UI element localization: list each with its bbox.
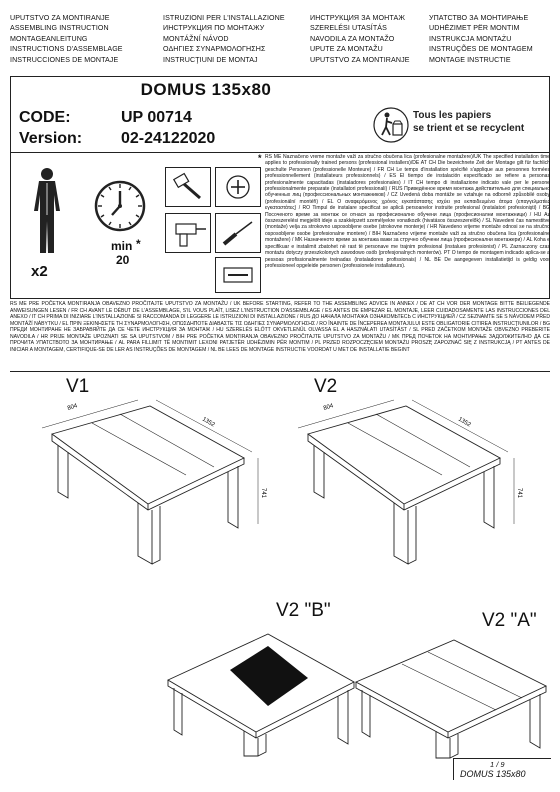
code-label: CODE: [19,109,71,126]
header-text: ΟΔΗΓΙΕΣ ΣΥΝΑΡΜΟΛΟΓΗΣΗΣ [163,45,266,54]
variant-v2a-label: V2 "A" [482,610,537,631]
table-v1-drawing [30,388,270,578]
header-text: INSTRUCTIONS D'ASSEMBLAGE [10,45,123,54]
recycle-text [413,109,524,135]
table-v2a-drawing [350,630,550,762]
header-text: INSTRUKCJA MONTAŻU [429,34,512,43]
header-text: УПАТСТВО ЗА МОНТИРАЊЕ [429,14,529,22]
header-col-1 [10,13,123,65]
dim-length: 1352 [457,416,472,429]
page-footer [453,758,551,780]
header-text: ИНСТРУКЦИЯ ПО МОНТАЖУ [163,24,265,33]
table-v2b-drawing [160,620,360,760]
advice-star: * [258,153,262,163]
read-instructions-notice: RS ME PRE POČETKA MONTIRANJA OBAVEZNO PROČITAJTE UPUTSTVO ZA MONTAŽU / UK BEFORE STARTING, REFER TO THE ASSEMBLING ADVICE IN ANNEX / DE AT CH VOR DER MONTAGE BITTE BEILIEGENDE ANWEISUNGEN LESEN / FR CH AVANT LE DÉBUT DE L'ASSEMBLAGE, S'IL VOUS PLAÎT, LISEZ L'INSTRUCTION D'ASSEMBLAGE / ES ANTES DE EMPEZAR EL MONTAJE, LEER CUIDADOSAMENTE LAS INSTRUCCIONES DEL ANEXO / IT CH PRIMA DI INIZIARE L'INSTALLAZIONE SI RACCOMANDA DI LEGGERE LE ISTRUZIONI DI INSTALLAZIONE / RUS ДО НАЧАЛА МОНТАЖА ОЗНАКОМЬТЕСЬ С ИНСТРУКЦИЕЙ / CZ SEZNAMTE SE S NÁVODEM PŘED MONTÁŽÍ NÁBYTKU / EL ΠΡΙΝ ΞΕΚΙΝΗΣΕΤΕ ΤΗ ΣΥΝΑΡΜΟΛΟΓΗΣΗ, ΟΠΩΣΔΗΠΟΤΕ ΔΙΑΒΑΣΤΕ ΤΙΣ ΟΔΗΓΙΕΣ ΣΥΝΑΡΜΟΛΟΓΗΣΗΣ / RO ÎNAINTE DE ÎNCEPEREA MONTAJULUI ESTE OBLIGATORIE CITIREA INSTRUCŢIUNILOR / BG ПРЕДИ МОНТИРАНЕ НЕ ЗАБРАВЯЙТЕ ДА СЕ ЧЕТЕ ИНСТРУКЦИЯ ЗА МОНТАЖ / HU SZERELÉS ELŐTT OKVETLENÜL OLVASSA EL A HASZNÁLATI UTASÍTÁST / SL PRED ZAČETKOM MONTAŽE OBVEZNO PREBERITE NAVODILA / HR PRIJE MONTAŽE UPOZNATI SE SA UPUTSTVOM / BIH PRE POČETKA MONTIRANJA OBAVEZNO PROČITAJTE UPUTSTVO ZA MONTAŽU / MK ПРЕД ПОЧЕТОК НА МОНТИРАЊЕ ЗАДОЛЖИТЕЛНО ДА СЕ ПРОЧИТА УПАТСТВОТО ЗА МОНТИРАЊЕ / AL PARA FILLIMIT TË MONTIMIT LEXONI PATJETËR UDHËZIMIN PËR MONTIM / PL PRZED ROZPOCZĘCIEM MONTAŻU PROSZĘ ZAPOZNAĆ SIĘ Z INSTRUKCJĄ / PT ANTES DE INICIAR A MONTAGEM, CERTIFIQUE-SE DE LER AS INSTRUÇÕES DE MONTAGEM / NL BE LEES DE MONTAGE INSTRUCTIE VOORDAT U MET DE INSTALLATIE BEGINT [10,300,550,372]
variant-v2b-label: V2 "B" [276,600,331,621]
dim-height: 741 [260,488,266,499]
version-value: 02-24122020 [121,130,216,147]
min-star: * [136,237,141,251]
header-text: MONTÁŽNÍ NÁVOD [163,34,229,43]
header-text: SZERELÉSI UTASÍTÁS [310,24,387,33]
dim-width: 804 [66,403,79,412]
two-persons-icon [27,165,67,257]
header-text: UPUTSTVO ZA MONTIRANJE [10,14,110,22]
drill-icon [165,213,211,253]
table-v2-drawing [288,388,528,578]
header-text: ISTRUZIONI PER L'INSTALLAZIONE [163,14,285,22]
header-text: ASSEMBLING INSTRUCTION [10,24,109,33]
header-text: MONTAGE INSTRUCTIE [429,55,511,64]
variant-v2-label: V2 [314,376,338,397]
header-text: MONTAGEANLEITUNG [10,34,88,43]
code-value: UP 00714 [121,109,192,126]
dim-height: 741 [516,488,522,499]
header-text: UPUTSTVO ZA MONTIRANJE [310,55,410,64]
screwdriver-cross-icon [215,167,261,207]
tools-row [10,153,550,299]
header-col-2 [163,13,285,65]
header-text: UPUTE ZA MONTAŽU [310,45,383,54]
recycle-notice [373,105,543,145]
dim-length: 1352 [201,416,216,429]
title-box [10,76,550,153]
header-text: NAVODILA ZA MONTAŽO [310,34,395,43]
persons-count: x2 [31,263,48,280]
recycle-bin-icon [373,105,409,145]
page-footer-title: DOMUS 135x80 [460,769,526,779]
wrench-icon [215,257,261,293]
recycle-line: se trient et se recyclent [413,123,525,134]
min-value: 20 [116,253,130,267]
version-label: Version: [19,130,83,147]
min-label: min [111,239,133,253]
installation-time-advice: RS ME Naznačeno vreme montaže važi za stručno obučena lica (profesionalne montažere)/UK The specified installation time applies to professionally trained persons (professional installers)/DE AT CH Die bezeichnete Zeit der Montage gilt für fachlich geschulte Personen (professionelle Monteure) / FR CH Le temps d'installation spécifié s'applique aux personnes formées professionnellement (installateurs professionnels) / ES El tiempo de instalación especificado se refiere a personas profesionalmente capacitadas (instaladores profesionales) / IT CH tempo di installazione indicato vale per le persone professionalmente preparate (installatori professionali) / RUS Приведённое время монтажа действительно для специально обученных лиц (профессиональных монтажников) / CZ Uvedená doba montáže se vztahuje na odborně způsobilé osoby (profesionální montéři) / EL Ο αναφερόμενος χρόνος εγκατάστασης ισχύει για εκπαιδευμένα άτομα (επαγγελματίες εγκαταστάτες) / RO Timpul de instalare specificat se aplică persoanelor instruite profesional (instalatori profesionişti) / BG Посоченото време за монтаж се отнася за професионално обучени лица (професионални монтажници) / HU Az összeszerelési megjelölt ideje a szakképzett személyekre vonatkozik (hivatásos összeszerelők) / SL Navedeni čas namestitve (montaže) velja za strokovno usposobljene osebe (strokovne monterje) / HR Navedeno vrijeme montaže odnosi se na stručno osposobljene osobe (profesionalne montere) / BIH Naznačeno vrijeme montaže važi za stručno obučena lica (profesionalne montažere) / MK Назначеното време за монтажа важи за стручно обучени лица (професионални монтажери) / AL Koha e specifikuar e instalimit zbatohet në rast të personave me trajnim profesional (instalues profesionist) / PL Zaznaczony czas montażu dotyczy przeszkolonych zawodowo osób (profesjonalnych monterów). PT O tempo de montagem indicado aplica-se a pessoas profissionalmente treinadas (instaladores profissionais) / NL BE De aangegeven installatietijd is geldig voor professioneel opgeleide personen (professionele installateurs). [265,154,550,269]
recycle-line: Tous les papiers [413,110,492,121]
variant-v1-label: V1 [66,376,90,397]
hammer-icon [165,167,211,207]
header-col-3 [310,13,410,65]
header-text: INSTRUÇÕES DE MONTAGEM [429,45,533,54]
clock-icon [93,179,147,233]
page-number: 1 / 9 [490,760,505,769]
language-header [10,13,550,75]
product-title: DOMUS 135x80 [140,80,272,99]
dim-width: 804 [322,403,335,412]
header-text: UDHËZIMET PËR MONTIM [429,24,520,33]
header-col-4 [429,13,533,65]
header-text: ИНСТРУКЦИЯ ЗА МОНТАЖ [310,14,406,22]
screwdriver-icon [215,213,261,253]
header-text: INSTRUCCIONES DE MONTAJE [10,55,119,64]
header-text: INSTRUCŢIUNI DE MONTAJ [163,55,258,64]
